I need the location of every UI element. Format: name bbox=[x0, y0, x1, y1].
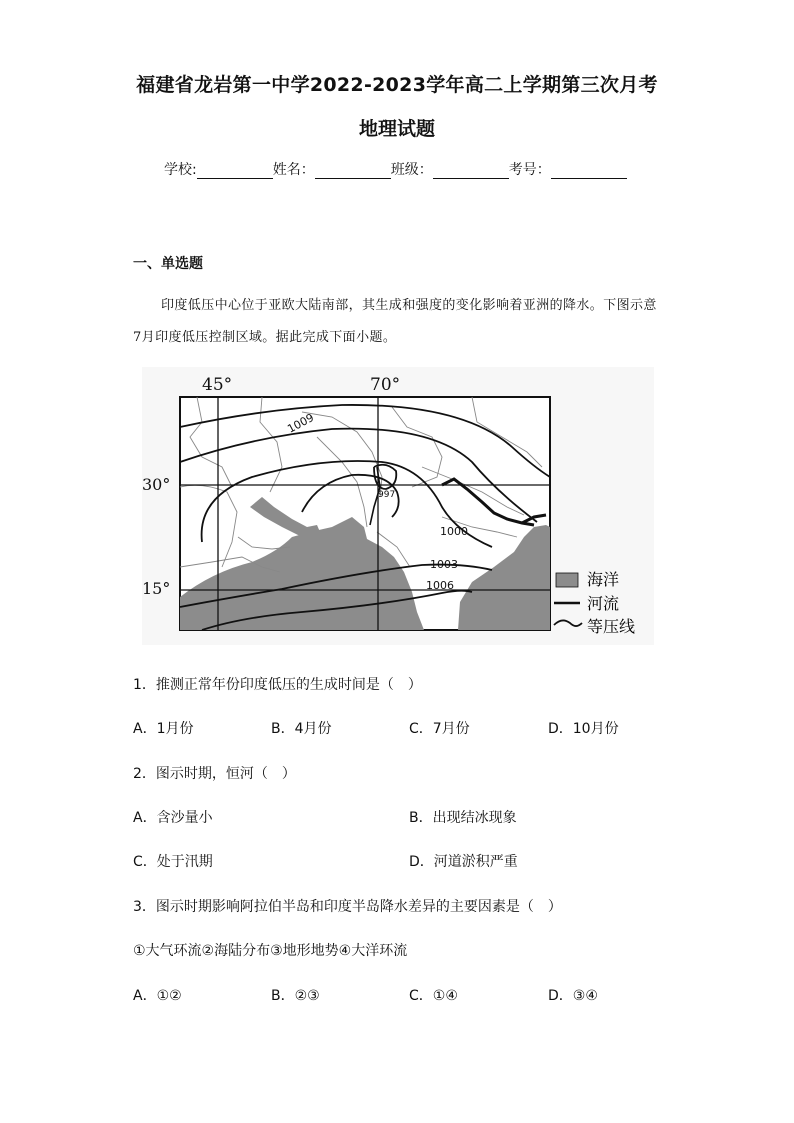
question-3-stem: 3．图示时期影响阿拉伯半岛和印度半岛降水差异的主要因素是（ ） bbox=[133, 899, 562, 915]
legend-ocean-label: 海洋 bbox=[587, 570, 620, 589]
q2-option-c[interactable]: C．处于汛期 bbox=[133, 854, 213, 870]
q1-option-c[interactable]: C．7月份 bbox=[409, 721, 470, 737]
isobar-label-1009: 1009 bbox=[285, 411, 317, 436]
q1-option-a[interactable]: A．1月份 bbox=[133, 721, 194, 737]
question-3-choices: ①大气环流②海陆分布③地形地势④大洋环流 bbox=[133, 943, 408, 959]
name-blank[interactable] bbox=[315, 162, 391, 179]
question-2-stem: 2．图示时期，恒河（ ） bbox=[133, 766, 296, 782]
exam-number-blank[interactable] bbox=[551, 162, 627, 179]
exam-number-label: 考号： bbox=[508, 162, 551, 178]
school-blank[interactable] bbox=[197, 162, 273, 179]
q3-option-c[interactable]: C．①④ bbox=[409, 988, 458, 1004]
section-title: 一、单选题 bbox=[133, 256, 203, 272]
exam-subtitle: 地理试题 bbox=[358, 118, 435, 140]
q3-option-d[interactable]: D．③④ bbox=[548, 988, 598, 1004]
student-info-row bbox=[164, 159, 627, 179]
q2-option-a[interactable]: A．含沙量小 bbox=[133, 810, 213, 826]
q3-option-a[interactable]: A．①② bbox=[133, 988, 182, 1004]
legend-isobar-label: 等压线 bbox=[587, 617, 636, 636]
lat-label-30: 30° bbox=[142, 475, 171, 494]
lat-label-15: 15° bbox=[142, 579, 171, 598]
india-low-map bbox=[142, 367, 654, 645]
intro-paragraph: 印度低压中心位于亚欧大陆南部，其生成和强度的变化影响着亚洲的降水。下图示意7月印度低压控制区域。据此完成下面小题。 bbox=[133, 298, 657, 345]
lon-label-45: 45° bbox=[202, 375, 233, 395]
lon-label-70: 70° bbox=[370, 375, 401, 395]
q2-option-d[interactable]: D．河道淤积严重 bbox=[409, 854, 518, 870]
class-label: 班级： bbox=[390, 162, 433, 178]
q1-option-d[interactable]: D．10月份 bbox=[548, 721, 619, 737]
class-blank[interactable] bbox=[433, 162, 509, 179]
q2-option-b[interactable]: B．出现结冰现象 bbox=[409, 810, 517, 826]
isobar-label-997: 997 bbox=[378, 490, 396, 500]
q1-option-b[interactable]: B．4月份 bbox=[271, 721, 332, 737]
legend-ocean-swatch bbox=[556, 573, 578, 587]
isobar-label-1000: 1000 bbox=[440, 525, 468, 538]
q3-option-b[interactable]: B．②③ bbox=[271, 988, 320, 1004]
exam-title: 福建省龙岩第一中学2022-2023学年高二上学期第三次月考 bbox=[136, 74, 658, 96]
legend-river-label: 河流 bbox=[587, 594, 620, 613]
question-1-stem: 1．推测正常年份印度低压的生成时间是（ ） bbox=[133, 677, 422, 693]
name-label: 姓名： bbox=[272, 162, 315, 178]
isobar-label-1003: 1003 bbox=[430, 558, 458, 571]
isobar-label-1006: 1006 bbox=[426, 579, 454, 592]
school-label: 学校: bbox=[164, 162, 197, 178]
